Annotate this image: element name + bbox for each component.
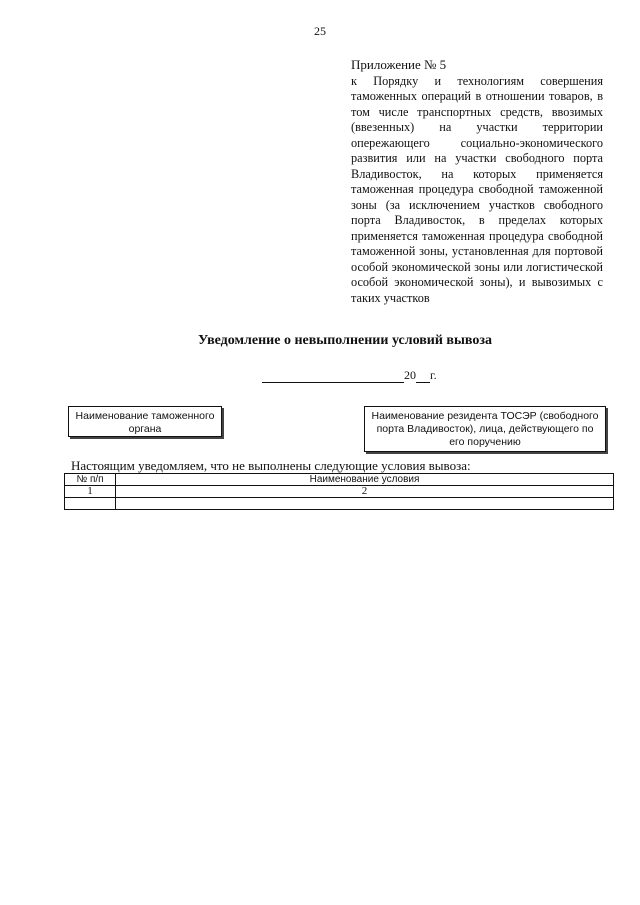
date-suffix: г. (430, 368, 437, 382)
notice-text: Настоящим уведомляем, что не выполнены следующие условия вывоза: (71, 458, 471, 473)
date-line (262, 368, 437, 383)
date-year-prefix: 20 (404, 368, 416, 382)
conditions-table (64, 473, 614, 510)
appendix-title: Приложение № 5 (351, 57, 447, 72)
column-number-1: 1 (65, 486, 116, 498)
date-day-month-blank (262, 369, 404, 383)
table-cell (65, 498, 116, 510)
resident-label: Наименование резидента ТОСЭР (свободного порта Владивосток), лица, действующего по его поручению (371, 410, 599, 448)
table-header-row (65, 474, 614, 486)
header-condition: Наименование условия (116, 474, 614, 486)
customs-body-box (68, 406, 222, 437)
table-row (65, 498, 614, 510)
date-year-blank (416, 369, 430, 383)
table-numbering-row (65, 486, 614, 498)
header-number: № п/п (65, 474, 116, 486)
customs-body-label: Наименование таможенного органа (75, 410, 215, 435)
appendix-text: к Порядку и технологиям совершения таможенных операций в отношении товаров, в том числе транспортных средств, ввозимых (ввезенных) на участки территории опережающего социально-экономического развития или на участки свободного порта Владивосток, на которых применяется таможенная процедура свободной таможенной зоны (за исключением участков свободного порта Владивосток, в пределах которых применяется таможенная процедура свободной таможенной зоны, установленная для портовой особой экономической зоны или логистической особой экономической зоны), и вывозимых с таких участков (351, 73, 603, 305)
page-number: 25 (314, 24, 326, 38)
column-number-2: 2 (116, 486, 614, 498)
resident-box (364, 406, 606, 452)
table-cell (116, 498, 614, 510)
document-title: Уведомление о невыполнении условий вывоза (197, 333, 493, 348)
appendix-block (351, 57, 603, 306)
